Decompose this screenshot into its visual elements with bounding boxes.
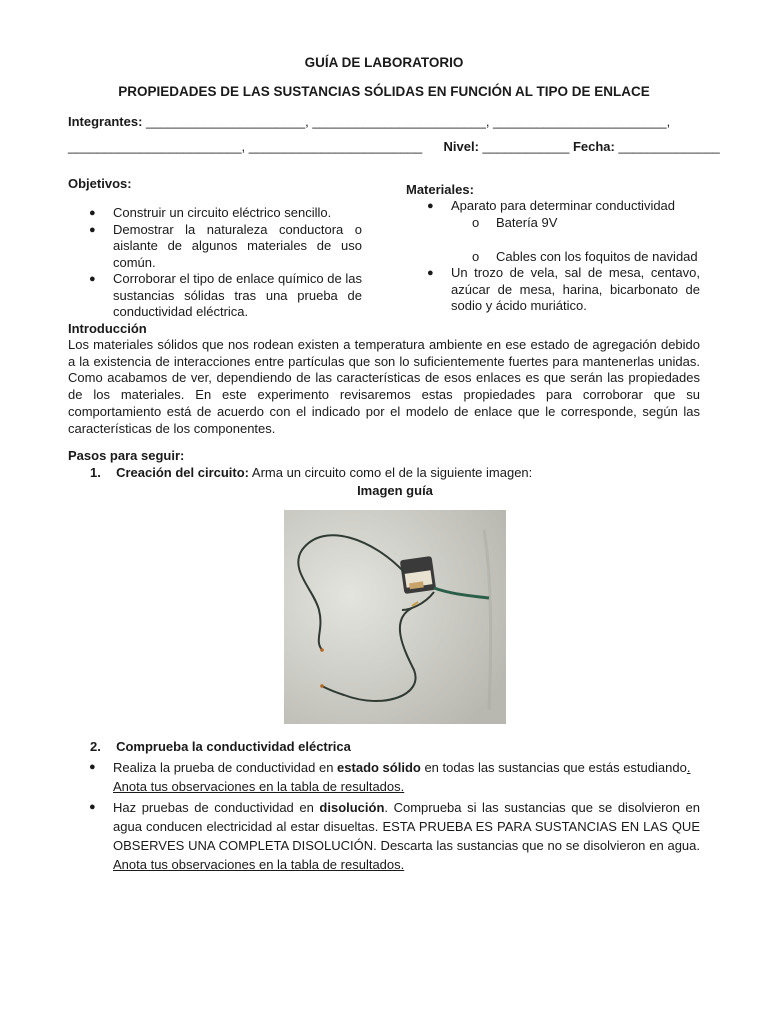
sub-list-item: o Batería 9V [472,215,558,230]
sub-list-item: o Cables con los foquitos de navidad [472,248,698,264]
circuit-illustration [284,510,506,724]
circuit-photo [284,510,506,724]
nivel-label: Nivel: [443,139,479,154]
integrantes-label: Integrantes: [68,114,143,129]
pasos-heading: Pasos para seguir: [68,448,185,463]
bullet-dot-icon: ● [89,273,96,285]
list-item: ● Realiza la prueba de conductividad en estado sólido en todas las sustancias que estás estudiando. Anota tus observaciones en la tabla de resultados. [89,760,691,794]
integrantes-blanks-1[interactable]: ______________________, ________________________, ________________________, [146,114,671,129]
list-item: ● Haz pruebas de conductividad en disolución. Comprueba si las sustancias que se disolvieron en agua conducen electricidad al estar disueltas. ESTA PRUEBA ES PARA SUSTANCIAS EN LAS QUE OBSERVES UNA COMPLETA DISOLUCIÓN. Descarta las sustancias que no se disolvieron en agua. Anota tus observaciones en la tabla de resultados. [89,800,701,872]
objetivos-list [89,205,362,321]
integrantes-row [68,114,670,129]
bullet-dot-icon: ● [89,207,96,219]
objetivos-heading: Objetivos: [68,176,132,191]
step-1-text: Arma un circuito como el de la siguiente imagen: [249,465,533,480]
bullet-dot-icon: ● [427,267,434,279]
bullet-dot-icon: ● [89,223,96,236]
step-2-list [89,758,701,874]
list-item: ● Construir un circuito eléctrico sencillo. [89,205,332,220]
note-underlined: Anota tus observaciones en la tabla de resultados. [113,779,405,794]
integrantes-blanks-2[interactable]: ________________________, ________________________ [68,139,423,154]
step-2 [90,739,351,754]
bullet-dot-icon: ● [89,801,96,813]
document-title: GUÍA DE LABORATORIO [304,55,464,70]
materiales-list-2 [427,265,700,315]
materiales-heading: Materiales: [406,182,474,197]
circle-outline-icon: o [472,215,480,230]
materiales-list [427,198,700,215]
fecha-blank[interactable]: ______________ [618,139,720,154]
list-item: ● Un trozo de vela, sal de mesa, centavo, azúcar de mesa, harina, bicarbonato de sodio y ácido muriático. [427,265,700,313]
circle-outline-icon: o [472,248,480,264]
image-caption: Imagen guía [357,483,433,498]
list-item: ● Aparato para determinar conductividad [427,198,676,213]
fecha-label: Fecha: [572,139,615,154]
note-underlined: Anota tus observaciones en la tabla de resultados. [113,857,405,872]
step-2-title: Comprueba la conductividad eléctrica [116,739,351,754]
introduccion-heading: Introducción [68,321,147,336]
introduccion-text: Los materiales sólidos que nos rodean existen a temperatura ambiente en ese estado de agregación debido a la existencia de interacciones entre partículas que son lo suficientemente fuertes para mantenerlas unidas. Como acabamos de ver, dependiendo de las características de esos enlaces es que serán las propiedades de los materiales. En este experimento revisaremos estas propiedades para corroborar que su comportamiento está de acuerdo con el indicado por el modelo de enlace que le corresponde, según las características de los componentes. [68,337,700,436]
bullet-dot-icon: ● [89,761,96,773]
document-subtitle: PROPIEDADES DE LAS SUSTANCIAS SÓLIDAS EN FUNCIÓN AL TIPO DE ENLACE [118,84,650,99]
step-1-title: Creación del circuito: [116,465,250,480]
bullet-dot-icon: ● [427,200,434,212]
step-number: 1. [90,465,101,480]
step-1 [90,465,532,480]
integrantes-row-2 [68,139,720,154]
list-item: ● Corroborar el tipo de enlace químico de las sustancias sólidas tras una prueba de conductividad eléctrica. [89,271,362,319]
step-number: 2. [90,739,101,754]
nivel-blank[interactable]: ____________ [482,139,570,154]
list-item: ● Demostrar la naturaleza conductora o aislante de algunos materiales de uso común. [89,221,362,270]
